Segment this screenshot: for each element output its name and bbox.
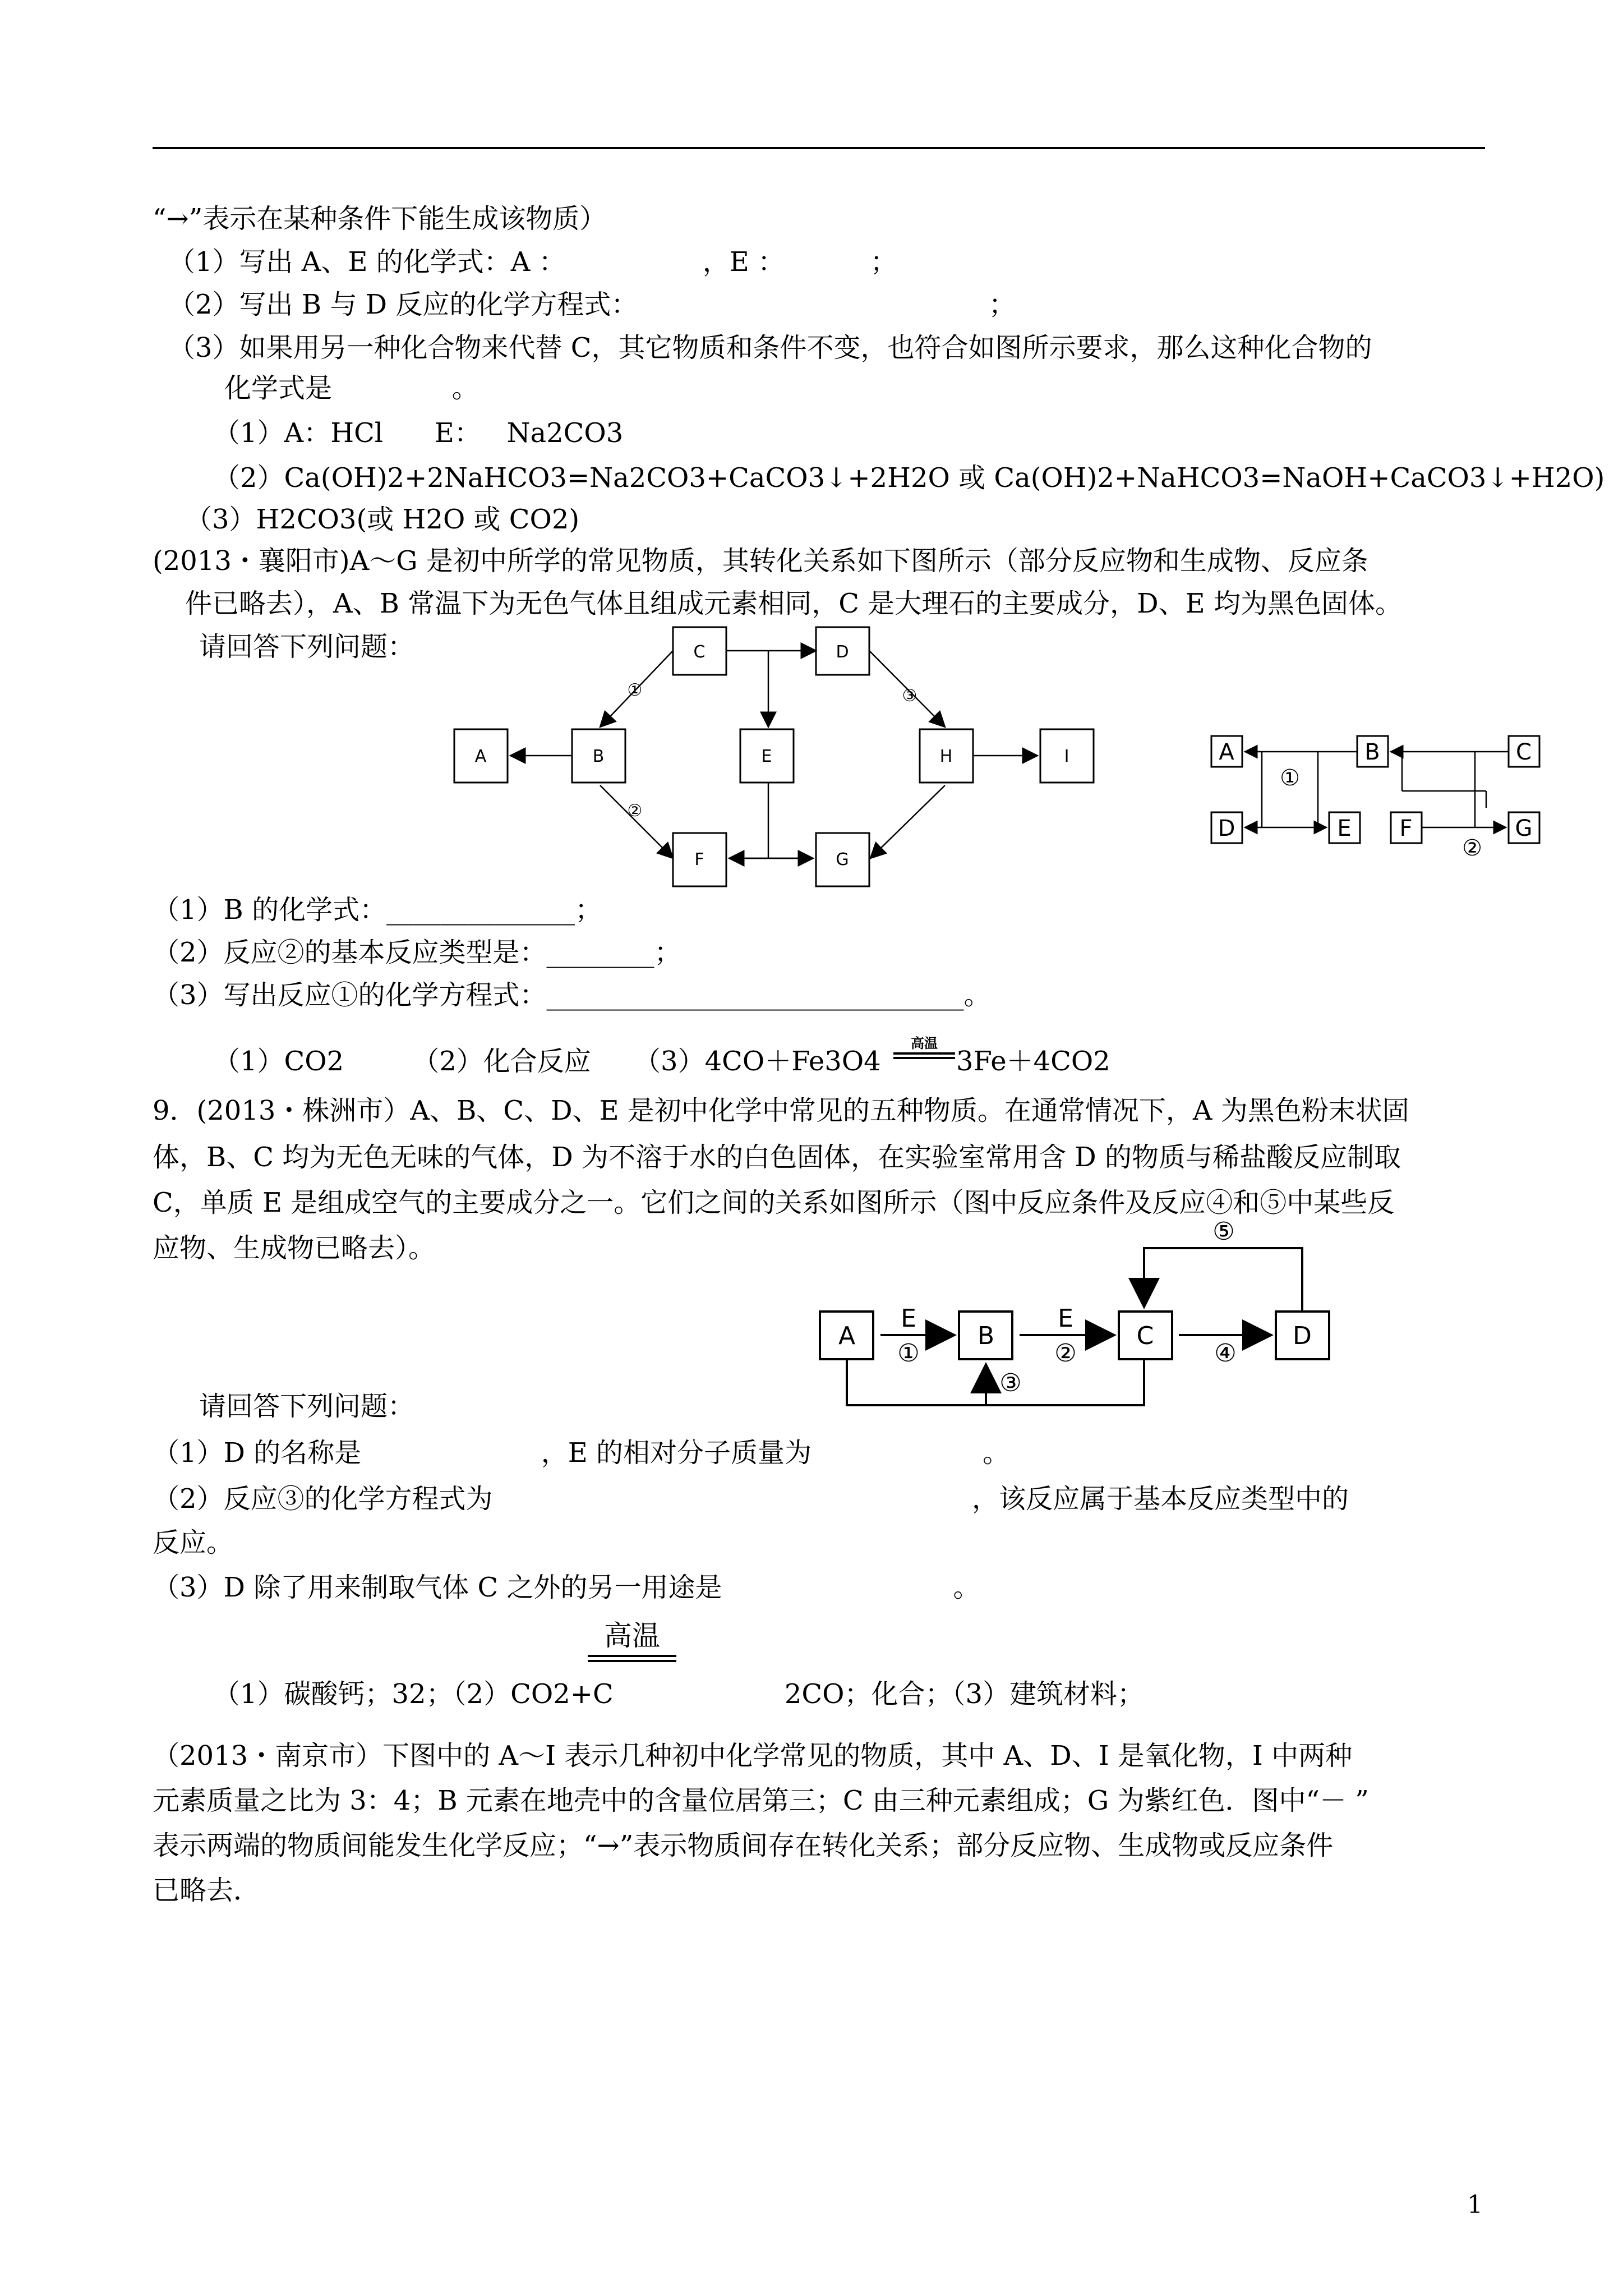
block2-q3: （3）写出反应①的化学方程式：_______________________________。 bbox=[153, 979, 991, 1011]
d3-label-D: D bbox=[1293, 1322, 1312, 1350]
d3-label-C: C bbox=[1136, 1322, 1154, 1350]
d3-label-A: A bbox=[838, 1322, 856, 1350]
d2-label-B: B bbox=[1364, 739, 1380, 765]
block3-condition-bar2 bbox=[588, 1660, 676, 1662]
block3-q2a: （2）反应③的化学方程式为 ，该反应属于基本反应类型中的 bbox=[153, 1483, 1349, 1515]
block3-condition-bar1 bbox=[588, 1655, 676, 1657]
d3-mark-1: ① bbox=[897, 1339, 920, 1368]
block1-answer1: （1）A：HCl E： Na2CO3 bbox=[213, 417, 624, 449]
d2-label-E: E bbox=[1337, 816, 1352, 841]
block1-intro: “→”表示在某种条件下能生成该物质） bbox=[153, 203, 607, 234]
block3-q1: （1）D 的名称是 ，E 的相对分子质量为 。 bbox=[153, 1437, 1010, 1469]
block4-l4: 已略去． bbox=[153, 1875, 261, 1906]
d3-mark-3: ③ bbox=[999, 1369, 1022, 1397]
block3-ask: 请回答下列问题： bbox=[199, 1391, 415, 1422]
block3-p3: C，单质 E 是组成空气的主要成分之一。它们之间的关系如图所示（图中反应条件及反应④和⑤中某些反 bbox=[153, 1187, 1395, 1218]
d1-mark-1: ① bbox=[627, 680, 643, 700]
block1-answer2: （2）Ca(OH)2+2NaHCO3=Na2CO3+CaCO3↓+2H2O 或 Ca(OH)2+NaHCO3=NaOH+CaCO3↓+H2O) bbox=[213, 462, 1605, 494]
transformation-diagram-3 bbox=[808, 1217, 1346, 1425]
d3-label-E2: E bbox=[1058, 1304, 1073, 1333]
d2-label-C: C bbox=[1516, 739, 1532, 765]
d3-label-B: B bbox=[977, 1322, 995, 1350]
d1-label-I: I bbox=[1064, 747, 1069, 766]
block3-p4: 应物、生成物已略去）。 bbox=[153, 1232, 436, 1264]
d2-label-F: F bbox=[1399, 816, 1413, 841]
block2-answer-part2: 3Fe＋4CO2 bbox=[956, 1046, 1110, 1077]
block1-q3b: 化学式是 。 bbox=[224, 372, 479, 404]
d1-label-B: B bbox=[592, 747, 605, 766]
d3-mark-2: ② bbox=[1054, 1339, 1077, 1368]
block3-q2b: 反应。 bbox=[153, 1527, 234, 1558]
d2-label-G: G bbox=[1515, 816, 1533, 841]
d2-mark-2: ② bbox=[1462, 835, 1482, 861]
d1-label-D: D bbox=[836, 642, 849, 662]
block2-condition-bar1 bbox=[893, 1052, 955, 1055]
block2-condition-text: 高温 bbox=[911, 1036, 938, 1051]
d3-label-E1: E bbox=[901, 1304, 916, 1333]
d1-mark-3: ③ bbox=[902, 686, 917, 706]
block3-p1: 9．(2013・株洲市）A、B、C、D、E 是初中化学中常见的五种物质。在通常情况下，A 为黑色粉末状固 bbox=[153, 1095, 1409, 1126]
transformation-diagram-1 bbox=[437, 623, 1110, 892]
block2-intro1: (2013・襄阳市)A～G 是初中所学的常见物质，其转化关系如下图所示（部分反应物和生成物、反应条 bbox=[153, 545, 1368, 577]
transformation-diagram-2 bbox=[1206, 729, 1553, 869]
d1-label-H: H bbox=[939, 747, 953, 766]
block1-q1: （1）写出 A、E 的化学式：A ： ，E ： ； bbox=[168, 246, 897, 278]
d3-mark-4: ④ bbox=[1214, 1339, 1237, 1368]
block3-answer: （1）碳酸钙；32；（2）CO2+C 2CO；化合；（3）建筑材料； bbox=[213, 1678, 1145, 1710]
d2-label-A: A bbox=[1219, 739, 1234, 765]
block3-condition-text: 高温 bbox=[604, 1619, 660, 1652]
block2-q2: （2）反应②的基本反应类型是：________； bbox=[153, 937, 681, 968]
block3-p2: 体，B、C 均为无色无味的气体，D 为不溶于水的白色固体，在实验室常用含 D 的物质与稀盐酸反应制取 bbox=[153, 1142, 1401, 1173]
d1-mark-2: ② bbox=[627, 801, 643, 821]
d1-label-E: E bbox=[761, 747, 772, 766]
block2-intro2: 件已略去），A、B 常温下为无色气体且组成元素相同，C 是大理石的主要成分，D、E 均为黑色固体。 bbox=[185, 588, 1402, 619]
d3-mark-5: ⑤ bbox=[1212, 1217, 1235, 1246]
d1-label-A: A bbox=[474, 747, 487, 766]
block2-condition bbox=[893, 1036, 955, 1059]
d1-label-G: G bbox=[836, 850, 849, 869]
block1-q2: （2）写出 B 与 D 反应的化学方程式： ； bbox=[168, 289, 1016, 320]
page-number: 1 bbox=[1467, 2191, 1483, 2219]
header-rule bbox=[153, 147, 1485, 149]
d1-label-F: F bbox=[694, 850, 704, 869]
d1-label-C: C bbox=[693, 642, 706, 662]
block1-answer3: （3）H2CO3(或 H2O 或 CO2) bbox=[185, 504, 580, 535]
block4-l3: 表示两端的物质间能发生化学反应；“→”表示物质间存在转化关系；部分反应物、生成物或反应条件 bbox=[153, 1830, 1334, 1861]
d2-label-D: D bbox=[1218, 816, 1235, 841]
block2-answer-part1: （1）CO2 （2）化合反应 （3）4CO＋Fe3O4 bbox=[213, 1046, 881, 1077]
block2-intro3: 请回答下列问题： bbox=[199, 631, 415, 662]
block2-q1: （1）B 的化学式：______________； bbox=[153, 894, 602, 926]
d2-mark-1: ① bbox=[1280, 765, 1300, 791]
block2-condition-bar2 bbox=[893, 1057, 955, 1059]
block3-condition bbox=[588, 1619, 676, 1662]
block4-l2: 元素质量之比为 3：4；B 元素在地壳中的含量位居第三；C 由三种元素组成；G 为紫红色．图中“－ ” bbox=[153, 1785, 1369, 1816]
block3-q3: （3）D 除了用来制取气体 C 之外的另一用途是 。 bbox=[153, 1572, 980, 1603]
block1-q3a: （3）如果用另一种化合物来代替 C，其它物质和条件不变，也符合如图所示要求，那么这种化合物的 bbox=[168, 332, 1372, 364]
block4-l1: （2013・南京市）下图中的 A～I 表示几种初中化学常见的物质，其中 A、D、I 是氧化物，I 中两种 bbox=[153, 1740, 1353, 1772]
